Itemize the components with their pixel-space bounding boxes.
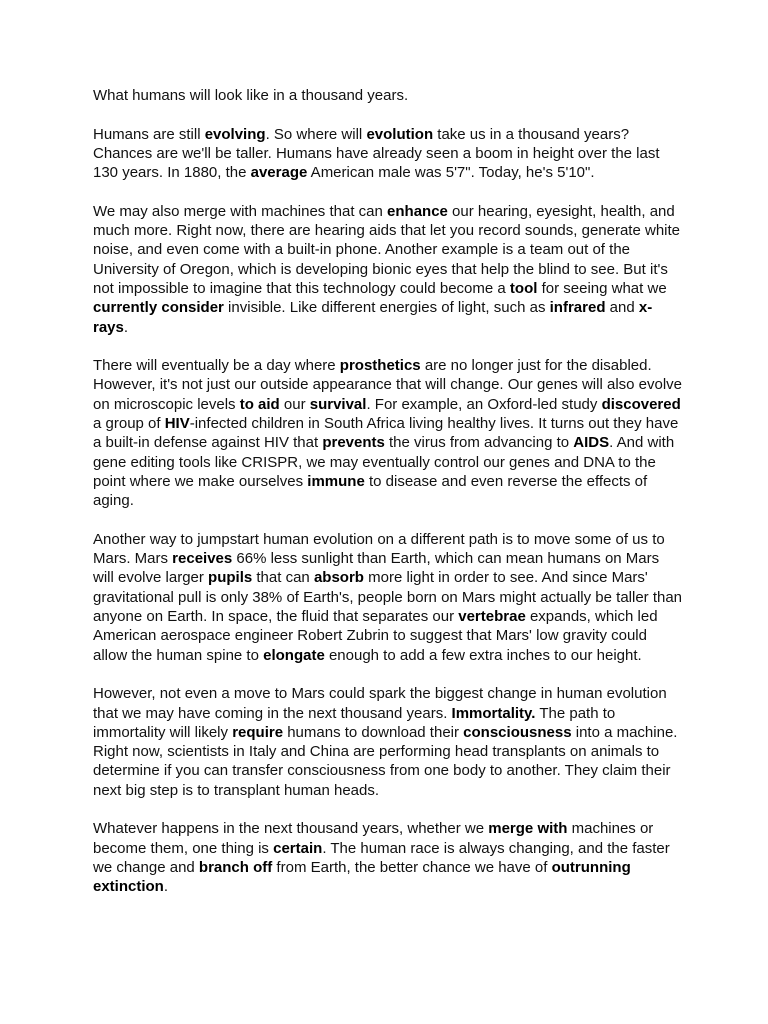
text-run: are no longer just for the disabled. However, it's not just our outside appearance that will change. Our genes will also evolve on microscopic levels (93, 357, 683, 413)
bold-term: evolution (366, 125, 434, 143)
bold-term: elongate (263, 646, 325, 664)
text-run: take us in a thousand years? Chances are we'll be taller. Humans have already seen a boom in height over the last 130 years. In 1880, the (93, 125, 660, 182)
text-run: The path to immortality will likely (93, 704, 616, 741)
text-run: Whatever happens in the next thousand years, whether we (93, 820, 489, 838)
bold-term: Immortality. (451, 704, 536, 722)
document-page (93, 86, 683, 916)
text-run: Humans are still (93, 125, 205, 143)
text-run: . So where will (265, 125, 367, 143)
bold-term: pupils (208, 569, 253, 587)
text-run: and (605, 299, 639, 317)
text-run: that can (252, 569, 314, 587)
bold-term: receives (172, 550, 233, 568)
bold-term: discovered (601, 395, 681, 413)
bold-term: merge with (488, 820, 568, 838)
text-run: . And with gene editing tools like CRISPR, we may eventually control our genes and DNA to the point where we make ourselves (93, 434, 675, 490)
bold-term: enhance (387, 202, 448, 220)
bold-term: survival (309, 395, 367, 413)
bold-term: consciousness (463, 723, 572, 741)
text-run: invisible. Like different energies of light, such as (223, 299, 550, 317)
text-run: from Earth, the better chance we have of (272, 858, 552, 876)
text-run: . (123, 318, 129, 336)
bold-term: to aid (239, 395, 280, 413)
body-paragraph (93, 819, 683, 896)
text-run: American male was 5'7". Today, he's 5'10". (307, 164, 595, 182)
text-run: more light in order to see. And since Mars' gravitational pull is only 38% of Earth's, people born on Mars might actually be taller than anyone on Earth. In space, the fluid that separates our (93, 569, 683, 626)
bold-term: prevents (322, 434, 385, 452)
text-run: 66% less sunlight than Earth, which can mean humans on Mars will evolve larger (93, 550, 660, 587)
bold-term: tool (509, 279, 538, 297)
bold-term: average (250, 164, 308, 182)
bold-term: currently consider (93, 299, 224, 317)
bold-term: absorb (313, 569, 364, 587)
text-run: into a machine. Right now, scientists in Italy and China are performing head transplants on animals to determine if you can transfer consciousness from one body to another. They claim their next big step is to transplant human heads. (93, 723, 678, 799)
bold-term: outrunning extinction (93, 858, 631, 896)
bold-term: branch off (198, 858, 273, 876)
text-run: to disease and even reverse the effects of aging. (93, 472, 648, 510)
body-paragraph (93, 125, 683, 183)
bold-term: prosthetics (339, 357, 421, 375)
bold-term: vertebrae (458, 608, 526, 626)
text-run: the virus from advancing to (384, 434, 574, 452)
body-paragraph (93, 356, 683, 510)
text-run: humans to download their (283, 723, 464, 741)
text-run: our hearing, eyesight, health, and much more. Right now, there are hearing aids that let you record sounds, generate white noise, and even come with a built-in phone. Another example is a team out of the University of Oregon, which is developing bionic eyes that help the blind to see. But it's not impossible to imagine that this technology could become a (93, 202, 680, 297)
text-run: Another way to jumpstart human evolution on a different path is to move some of us to Mars. Mars (93, 530, 665, 568)
document-body (93, 125, 683, 897)
bold-term: AIDS (573, 434, 610, 452)
text-run: for seeing what we (537, 279, 667, 297)
text-run: enough to add a few extra inches to our height. (324, 646, 642, 664)
document-title: What humans will look like in a thousand years. (93, 87, 409, 104)
text-run: a group of (93, 415, 165, 433)
text-run: . (163, 878, 169, 896)
bold-term: infrared (549, 299, 606, 317)
bold-term: require (232, 723, 284, 741)
text-run: expands, which led American aerospace engineer Robert Zubrin to suggest that Mars' low gravity could allow the human spine to (93, 608, 658, 664)
bold-term: HIV (164, 415, 190, 433)
text-run: -infected children in South Africa living healthy lives. It turns out they have a built-in defense against HIV that (93, 415, 679, 452)
text-run: However, not even a move to Mars could spark the biggest change in human evolution that we may have coming in the next thousand years. (93, 685, 667, 722)
text-run: . The human race is always changing, and the faster we change and (93, 839, 670, 876)
body-paragraph (93, 202, 683, 337)
text-run: machines or become them, one thing is (93, 820, 654, 857)
bold-term: immune (307, 472, 365, 490)
text-run: our (279, 395, 310, 413)
body-paragraph (93, 530, 683, 665)
bold-term: certain (273, 839, 323, 857)
bold-term: evolving (204, 125, 266, 143)
body-paragraph (93, 684, 683, 800)
bold-term: x-rays (93, 299, 653, 336)
text-run: . For example, an Oxford-led study (366, 395, 602, 413)
text-run: There will eventually be a day where (93, 357, 340, 375)
text-run: We may also merge with machines that can (93, 202, 388, 220)
